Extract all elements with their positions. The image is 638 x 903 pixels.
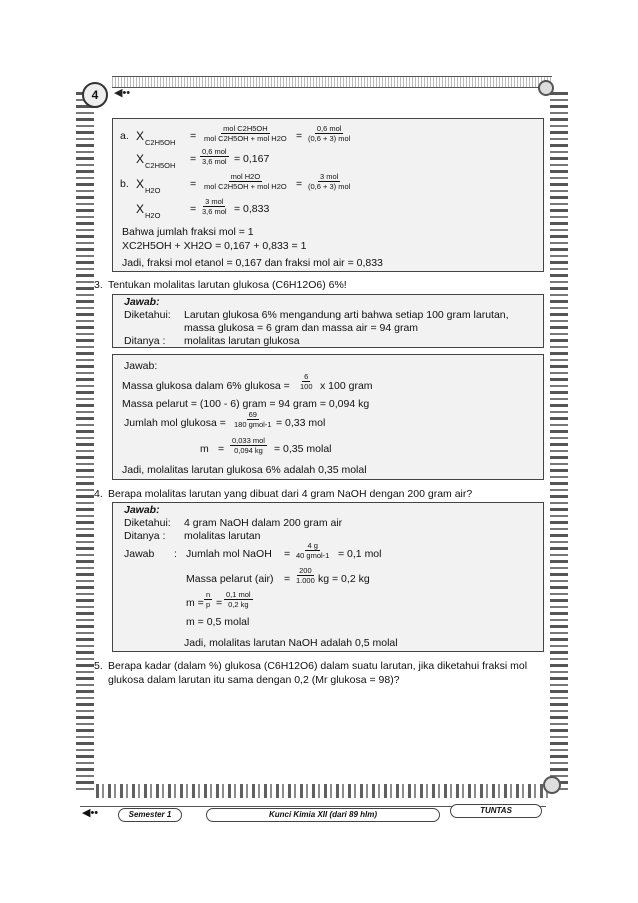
jawab-label: Jawab: bbox=[124, 504, 160, 516]
diketahui-label: Diketahui: bbox=[124, 309, 171, 321]
m-symbol: m bbox=[200, 443, 209, 455]
ditanya-label: Ditanya : bbox=[124, 335, 166, 347]
ditanya-label: Ditanya : bbox=[124, 530, 166, 542]
question-number: 4. bbox=[94, 488, 103, 500]
ditanya-text: molalitas larutan glukosa bbox=[184, 335, 300, 347]
ditanya-text: molalitas larutan bbox=[184, 530, 261, 542]
fraction: 0,1 mol 0,2 kg bbox=[226, 590, 251, 609]
footer-title: Kunci Kimia XII (dari 89 hlm) bbox=[206, 808, 440, 822]
equals: = bbox=[190, 130, 197, 142]
jumlah-mol-result: = 0,1 mol bbox=[338, 548, 382, 560]
tuntas-label: TUNTAS bbox=[450, 804, 542, 818]
jumlah-mol-label: Jumlah mol NaOH bbox=[186, 548, 272, 560]
massa-pelarut-label: Massa pelarut (air) bbox=[186, 573, 274, 585]
question-number: 3. bbox=[94, 279, 103, 291]
fraction: 0,6 mol (0,6 + 3) mol bbox=[308, 124, 351, 143]
jumlah-mol-result: = 0,33 mol bbox=[276, 417, 326, 429]
subscript-c2h5oh: C2H5OH bbox=[145, 161, 176, 170]
equals: = bbox=[296, 130, 303, 142]
bottom-border bbox=[96, 784, 552, 798]
subscript-h2o: H2O bbox=[145, 186, 161, 195]
massa-glukosa-text: Massa glukosa dalam 6% glukosa = bbox=[122, 380, 290, 392]
equals: = bbox=[190, 153, 197, 165]
result-a: = 0,167 bbox=[234, 153, 270, 165]
question-4-text: Berapa molalitas larutan yang dibuat dari 4 gram NaOH dengan 200 gram air? bbox=[108, 488, 473, 500]
fraction: 3 mol 3,6 mol bbox=[202, 197, 227, 216]
massa-pelarut-result: kg = 0,2 kg bbox=[318, 573, 370, 585]
m-equals: m = bbox=[186, 597, 204, 609]
question-5-text: Berapa kadar (dalam %) glukosa (C6H12O6) dalam suatu larutan, jika diketahui fraksi mol bbox=[108, 660, 528, 672]
fraction: 69 180 gmol-1 bbox=[234, 410, 272, 429]
subscript-h2o: H2O bbox=[145, 211, 161, 220]
question-3-text: Tentukan molalitas larutan glukosa (C6H12O6) 6%! bbox=[108, 279, 347, 291]
semester-label: Semester 1 bbox=[118, 808, 182, 822]
equals: = bbox=[218, 443, 225, 455]
fraction: 4 g 40 gmol-1 bbox=[296, 541, 330, 560]
sum-equation: XC2H5OH + XH2O = 0,167 + 0,833 = 1 bbox=[122, 240, 307, 252]
back-arrow-icon: ◀•• bbox=[114, 87, 131, 99]
m-result: = 0,35 molal bbox=[274, 443, 332, 455]
fraction: mol C2H5OH mol C2H5OH + mol H2O bbox=[204, 124, 287, 143]
left-border bbox=[76, 92, 94, 792]
conclusion: Jadi, molalitas larutan glukosa 6% adalah 0,35 molal bbox=[122, 464, 367, 476]
page-number: 4 bbox=[82, 82, 108, 108]
right-border bbox=[550, 92, 568, 792]
massa-pelarut-text: Massa pelarut = (100 - 6) gram = 94 gram = 0,094 kg bbox=[122, 398, 370, 410]
conclusion: Jadi, fraksi mol etanol = 0,167 dan fraksi mol air = 0,833 bbox=[122, 257, 383, 269]
x-symbol: X bbox=[136, 152, 145, 166]
diketahui-text: 4 gram NaOH dalam 200 gram air bbox=[184, 517, 343, 529]
equals: = bbox=[284, 573, 291, 585]
subscript-c2h5oh: C2H5OH bbox=[145, 138, 176, 147]
jumlah-mol-text: Jumlah mol glukosa = bbox=[124, 417, 226, 429]
back-arrow-icon: ◀•• bbox=[82, 807, 99, 819]
diketahui-text: Larutan glukosa 6% mengandung arti bahwa setiap 100 gram larutan, bbox=[184, 309, 509, 321]
fraction: $\frac{6}{100}$ bbox=[300, 372, 313, 391]
question-number: 5. bbox=[94, 660, 103, 672]
jawab-label: Jawab: bbox=[124, 360, 158, 372]
equals: = bbox=[296, 178, 303, 190]
equals: = bbox=[284, 548, 291, 560]
equals: = bbox=[216, 597, 223, 609]
jawab-label: Jawab bbox=[124, 548, 155, 560]
fraction: mol H2O mol C2H5OH + mol H2O bbox=[204, 172, 287, 191]
fraction: 3 mol (0,6 + 3) mol bbox=[308, 172, 351, 191]
corner-circle-icon bbox=[543, 776, 561, 794]
m-final: m = 0,5 molal bbox=[186, 616, 250, 628]
jawab-label: Jawab: bbox=[124, 296, 160, 308]
label-b: b. bbox=[120, 178, 129, 190]
equals: = bbox=[190, 178, 197, 190]
answer-box-known bbox=[112, 294, 544, 348]
fraction: 0,033 mol 0,094 kg bbox=[232, 436, 265, 455]
label-a: a. bbox=[120, 130, 129, 142]
x-symbol: X bbox=[136, 202, 145, 216]
diketahui-text: massa glukosa = 6 gram dan massa air = 94 gram bbox=[184, 322, 419, 334]
corner-circle-icon bbox=[538, 80, 554, 96]
x-symbol: X bbox=[136, 129, 145, 143]
top-border bbox=[112, 76, 552, 88]
colon: : bbox=[174, 548, 177, 560]
sum-line: Bahwa jumlah fraksi mol = 1 bbox=[122, 226, 254, 238]
massa-glukosa-text: x 100 gram bbox=[320, 380, 373, 392]
conclusion: Jadi, molalitas larutan NaOH adalah 0,5 molal bbox=[184, 637, 398, 649]
fraction: 0,6 mol 3,6 mol bbox=[202, 147, 227, 166]
x-symbol: X bbox=[136, 177, 145, 191]
question-5-text: glukosa dalam larutan itu sama dengan 0,2 (Mr glukosa = 98)? bbox=[108, 674, 400, 686]
result-b: = 0,833 bbox=[234, 203, 270, 215]
fraction: $\frac{200}{1.000}$ bbox=[296, 566, 315, 585]
equals: = bbox=[190, 203, 197, 215]
diketahui-label: Diketahui: bbox=[124, 517, 171, 529]
fraction: $\frac{n}{p}$ bbox=[206, 590, 211, 609]
